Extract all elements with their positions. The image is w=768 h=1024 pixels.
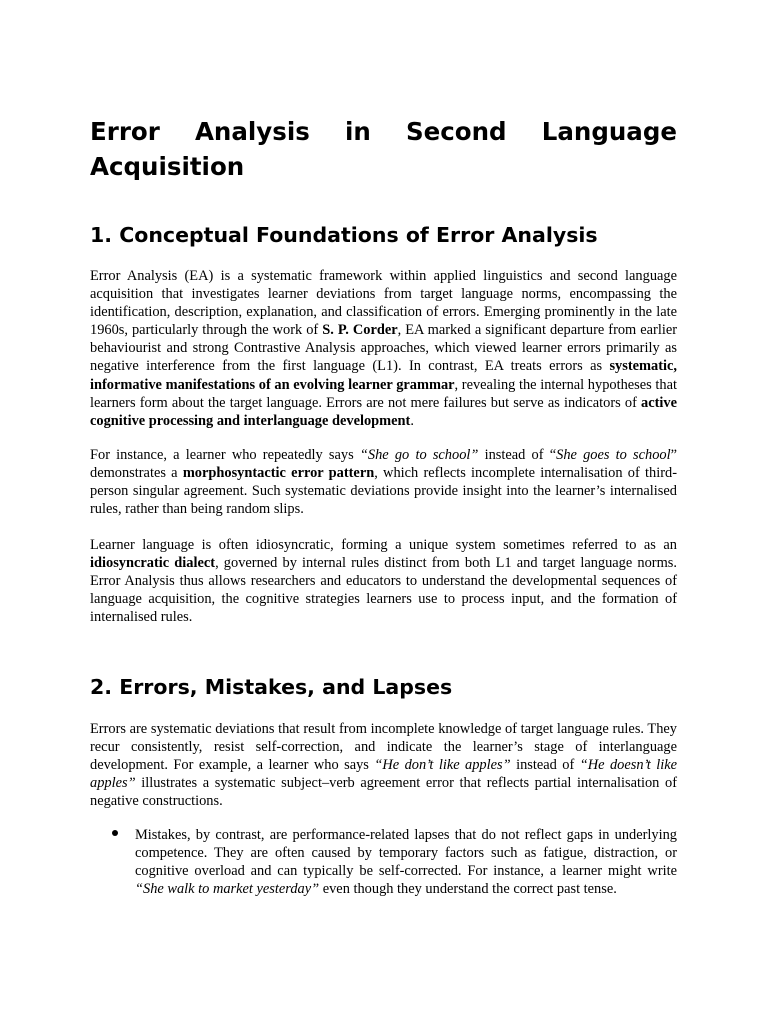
section-1-heading: 1. Conceptual Foundations of Error Analysis — [90, 223, 598, 247]
list-item — [90, 826, 677, 898]
section-1-paragraph-3: Learner language is often idiosyncratic, forming a unique system sometimes referred to as an idiosyncratic dialect, governed by internal rules distinct from both L1 and target language norms. Error Analysis thus allows researchers and educators to understand the developmental sequences of language acquisition, the cognitive strategies learners use to process input, and the formation of internalised rules. — [90, 537, 677, 626]
section-2-bullet-list — [90, 826, 677, 898]
section-1-paragraph-2: For instance, a learner who repeatedly says “She go to school” instead of “She goes to school” demonstrates a morphosyntactic error pattern, which reflects incomplete internalisation of third-person singular agreement. Such systematic deviations provide insight into the learner’s internalised rules, rather than being random slips. — [90, 447, 678, 518]
bullet-text: Mistakes, by contrast, are performance-related lapses that do not reflect gaps in underlying competence. They are often caused by temporary factors such as fatigue, distraction, or cognitive overload and can typically be self-corrected. For instance, a learner might write “She walk to market yesterday” even though they understand the correct past tense. — [135, 827, 677, 898]
section-2-heading: 2. Errors, Mistakes, and Lapses — [90, 675, 453, 699]
bullet-icon — [112, 830, 118, 836]
document-title: Error Analysis in Second Language Acquisition — [90, 117, 677, 181]
section-2-paragraph-1: Errors are systematic deviations that result from incomplete knowledge of target language rules. They recur consistently, resist self-correction, and indicate the learner’s stage of interlanguage development. For example, a learner who says “He don’t like apples” instead of “He doesn’t like apples” illustrates a systematic subject–verb agreement error that reflects partial internalisation of negative constructions. — [90, 721, 677, 810]
section-1-paragraph-1: Error Analysis (EA) is a systematic framework within applied linguistics and second language acquisition that investigates learner deviations from target language norms, encompassing the identification, description, explanation, and classification of errors. Emerging prominently in the late 1960s, particularly through the work of S. P. Corder, EA marked a significant departure from earlier behaviourist and strong Contrastive Analysis approaches, which viewed learner errors primarily as negative interference from the first language (L1). In contrast, EA treats errors as systematic, informative manifestations of an evolving learner grammar, revealing the internal hypotheses that learners form about the target language. Errors are not mere failures but serve as indicators of active cognitive processing and interlanguage development. — [90, 268, 678, 429]
